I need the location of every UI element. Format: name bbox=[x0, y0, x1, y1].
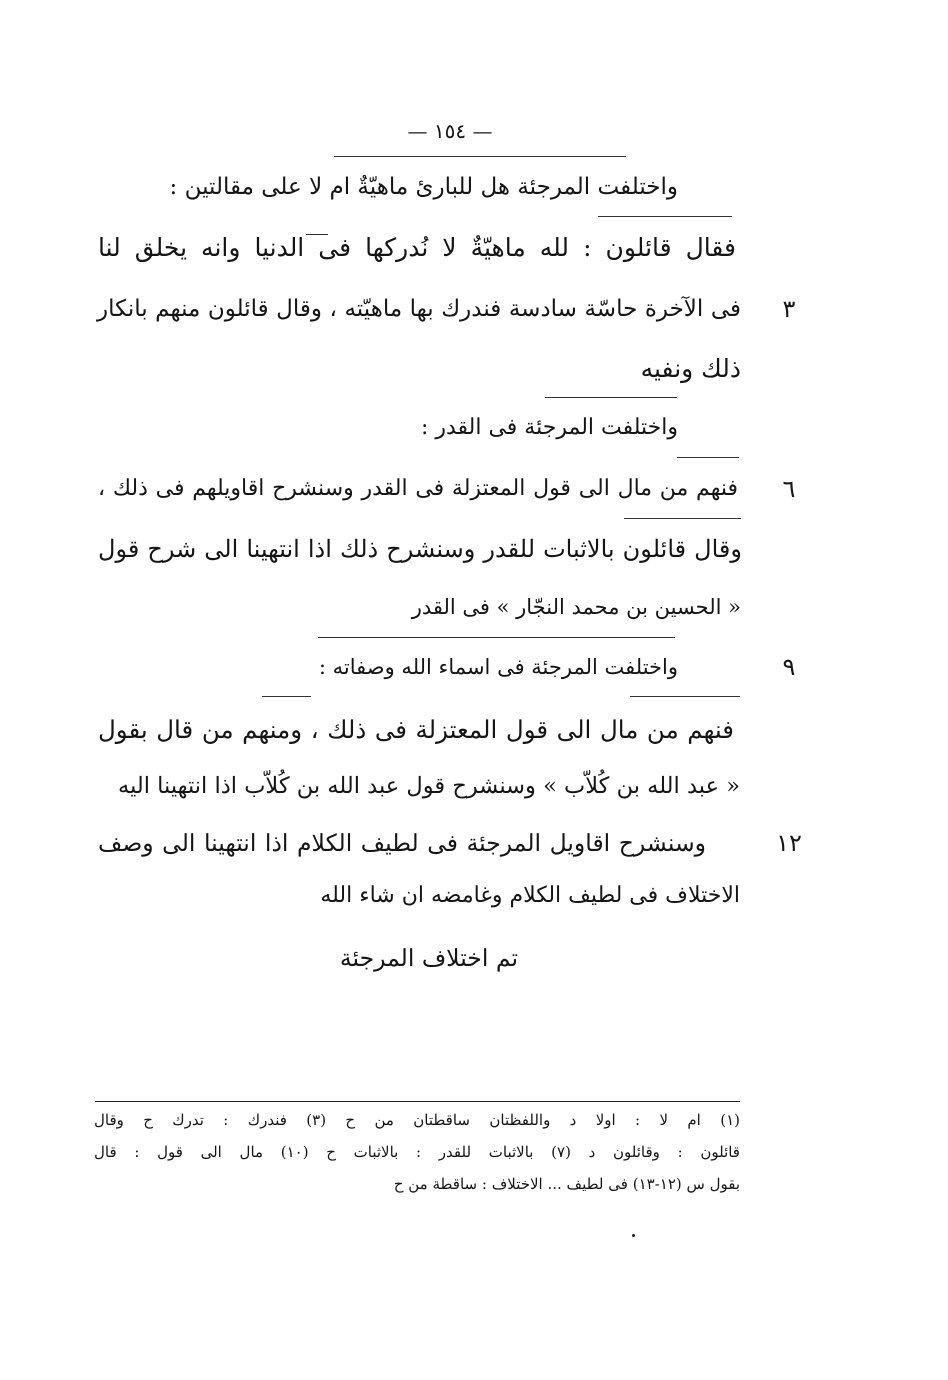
footnote-rule bbox=[95, 1101, 740, 1102]
text-line: فنهم من مال الى قول المعتزلة فى القدر وسنشرح اقاويلهم فى ذلك ، bbox=[98, 476, 738, 501]
text-line: واختلفت المرجئة فى القدر : bbox=[420, 415, 678, 440]
page-number: — ١٥٤ — bbox=[407, 119, 493, 143]
overline-rule bbox=[630, 696, 740, 697]
text-line: الاختلاف فى لطيف الكلام وغامضه ان شاء الله bbox=[320, 883, 740, 908]
text-line: واختلفت المرجئة فى اسماء الله وصفاته : bbox=[318, 655, 678, 679]
overline-rule bbox=[262, 696, 311, 697]
ink-speck bbox=[632, 1234, 635, 1237]
text-line: « الحسين بن محمد النجّار » فى القدر bbox=[411, 595, 741, 619]
text-line: وقال قائلون بالاثبات للقدر وسنشرح ذلك اذا انتهينا الى شرح قول bbox=[98, 535, 742, 563]
line-number: ٩ bbox=[782, 653, 796, 681]
line-number: ١٢ bbox=[776, 829, 802, 857]
overline-rule bbox=[677, 457, 739, 458]
text-line: واختلفت المرجئة هل للبارئ ماهيّةٌ ام لا على مقالتين : bbox=[169, 174, 678, 200]
footnote-line: (١) ام لا : اولا د واللفظتان ساقطتان من ح (٣) فندرك : تدرك ح وقال bbox=[94, 1111, 740, 1129]
footnote-line: بقول س (١٢-١٣) فى لطيف ... الاختلاف : ساقطة من ح bbox=[393, 1175, 740, 1193]
text-line: فى الآخرة حاسّة سادسة فندرك بها ماهيّته ، وقال قائلون منهم بانكار bbox=[97, 296, 741, 322]
text-line: فقال قائلون : لله ماهيّةٌ لا نُدركها فى الدنيا وانه يخلق لنا bbox=[98, 233, 736, 262]
text-line: ذلك ونفيه bbox=[640, 354, 741, 383]
overline-rule bbox=[545, 397, 677, 398]
overline-rule bbox=[598, 216, 732, 217]
text-line: « عبد الله بن كُلاّب » وسنشرح قول عبد الله بن كُلاّب اذا انتهينا اليه bbox=[118, 773, 740, 799]
line-number: ٦ bbox=[782, 475, 796, 503]
overline-rule bbox=[318, 637, 675, 638]
overline-rule bbox=[334, 156, 626, 157]
line-number: ٣ bbox=[782, 295, 796, 323]
closing-line: تم اختلاف المرجئة bbox=[339, 944, 518, 972]
footnote-line: قائلون : وقائلون د (٧) بالاثبات للقدر : بالاثبات ح (١٠) مال الى قول : قال bbox=[94, 1143, 740, 1161]
text-line: فنهم من مال الى قول المعتزلة فى ذلك ، ومنهم من قال بقول bbox=[98, 715, 734, 744]
text-line: وسنشرح اقاويل المرجئة فى لطيف الكلام اذا انتهينا الى وصف bbox=[98, 829, 706, 857]
overline-rule bbox=[624, 518, 741, 519]
